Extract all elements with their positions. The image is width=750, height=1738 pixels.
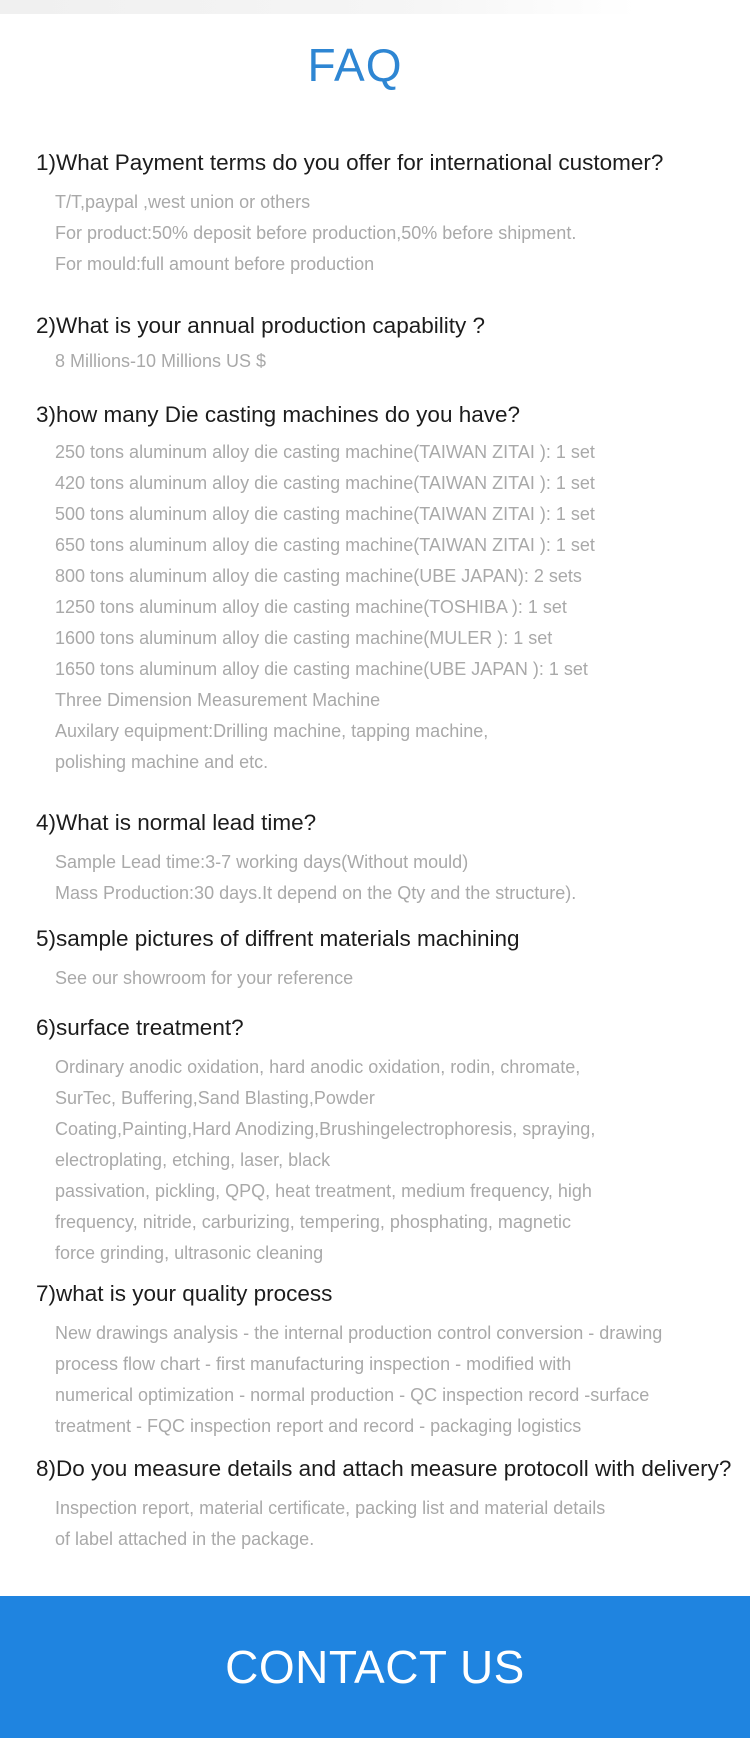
answer-line: Three Dimension Measurement Machine <box>55 690 381 710</box>
answer-line: New drawings analysis - the internal production control conversion - drawing <box>55 1323 663 1343</box>
faq-question-5: 5)sample pictures of diffrent materials machining <box>36 926 520 951</box>
answer-line: 8 Millions-10 Millions US $ <box>55 351 267 371</box>
faq-question-7: 7)what is your quality process <box>36 1281 333 1306</box>
answer-line: polishing machine and etc. <box>55 752 269 772</box>
faq-answer-8 <box>55 1493 605 1555</box>
contact-us-banner[interactable] <box>0 1596 750 1738</box>
faq-answer-3 <box>55 437 595 778</box>
faq-answer-6 <box>55 1052 595 1269</box>
faq-question-6: 6)surface treatment? <box>36 1015 244 1040</box>
answer-line: 650 tons aluminum alloy die casting machine(TAIWAN ZITAI ): 1 set <box>55 535 595 555</box>
answer-line: Inspection report, material certificate, packing list and material details <box>55 1498 606 1518</box>
answer-line: numerical optimization - normal production - QC inspection record -surface <box>55 1385 650 1405</box>
answer-line: 1250 tons aluminum alloy die casting machine(TOSHIBA ): 1 set <box>55 597 567 617</box>
answer-line: electroplating, etching, laser, black <box>55 1150 331 1170</box>
answer-line: 1650 tons aluminum alloy die casting machine(UBE JAPAN ): 1 set <box>55 659 588 679</box>
faq-answer-2 <box>55 346 266 377</box>
answer-line: Auxilary equipment:Drilling machine, tapping machine, <box>55 721 489 741</box>
answer-line: See our showroom for your reference <box>55 968 354 988</box>
faq-answer-4 <box>55 847 576 909</box>
faq-answer-5 <box>55 963 353 994</box>
faq-question-8: 8)Do you measure details and attach measure protocoll with delivery? <box>36 1456 732 1481</box>
answer-line: SurTec, Buffering,Sand Blasting,Powder <box>55 1088 375 1108</box>
faq-answer-7 <box>55 1318 662 1442</box>
answer-line: For product:50% deposit before production,50% before shipment. <box>55 223 577 243</box>
faq-answer-1 <box>55 187 576 280</box>
answer-line: T/T,paypal ,west union or others <box>55 192 311 212</box>
contact-us-label: CONTACT US <box>225 1641 525 1693</box>
answer-line: 800 tons aluminum alloy die casting machine(UBE JAPAN): 2 sets <box>55 566 582 586</box>
answer-line: process flow chart - first manufacturing inspection - modified with <box>55 1354 572 1374</box>
answer-line: 500 tons aluminum alloy die casting machine(TAIWAN ZITAI ): 1 set <box>55 504 595 524</box>
faq-question-4: 4)What is normal lead time? <box>36 810 317 835</box>
answer-line: of label attached in the package. <box>55 1529 315 1549</box>
answer-line: Mass Production:30 days.It depend on the Qty and the structure). <box>55 883 577 903</box>
answer-line: Sample Lead time:3-7 working days(Without mould) <box>55 852 469 872</box>
answer-line: 1600 tons aluminum alloy die casting machine(MULER ): 1 set <box>55 628 553 648</box>
answer-line: 420 tons aluminum alloy die casting machine(TAIWAN ZITAI ): 1 set <box>55 473 595 493</box>
top-gradient-strip <box>0 0 750 14</box>
answer-line: force grinding, ultrasonic cleaning <box>55 1243 324 1263</box>
answer-line: frequency, nitride, carburizing, tempering, phosphating, magnetic <box>55 1212 571 1232</box>
answer-line: treatment - FQC inspection report and record - packaging logistics <box>55 1416 582 1436</box>
faq-question-3: 3)how many Die casting machines do you have? <box>36 402 521 427</box>
answer-line: passivation, pickling, QPQ, heat treatment, medium frequency, high <box>55 1181 592 1201</box>
answer-line: 250 tons aluminum alloy die casting machine(TAIWAN ZITAI ): 1 set <box>55 442 595 462</box>
answer-line: Coating,Painting,Hard Anodizing,Brushingelectrophoresis, spraying, <box>55 1119 596 1139</box>
answer-line: For mould:full amount before production <box>55 254 375 274</box>
answer-line: Ordinary anodic oxidation, hard anodic oxidation, rodin, chromate, <box>55 1057 581 1077</box>
faq-question-2: 2)What is your annual production capability ? <box>36 313 486 338</box>
faq-question-1: 1)What Payment terms do you offer for international customer? <box>36 150 664 175</box>
page-title: FAQ <box>307 39 403 91</box>
